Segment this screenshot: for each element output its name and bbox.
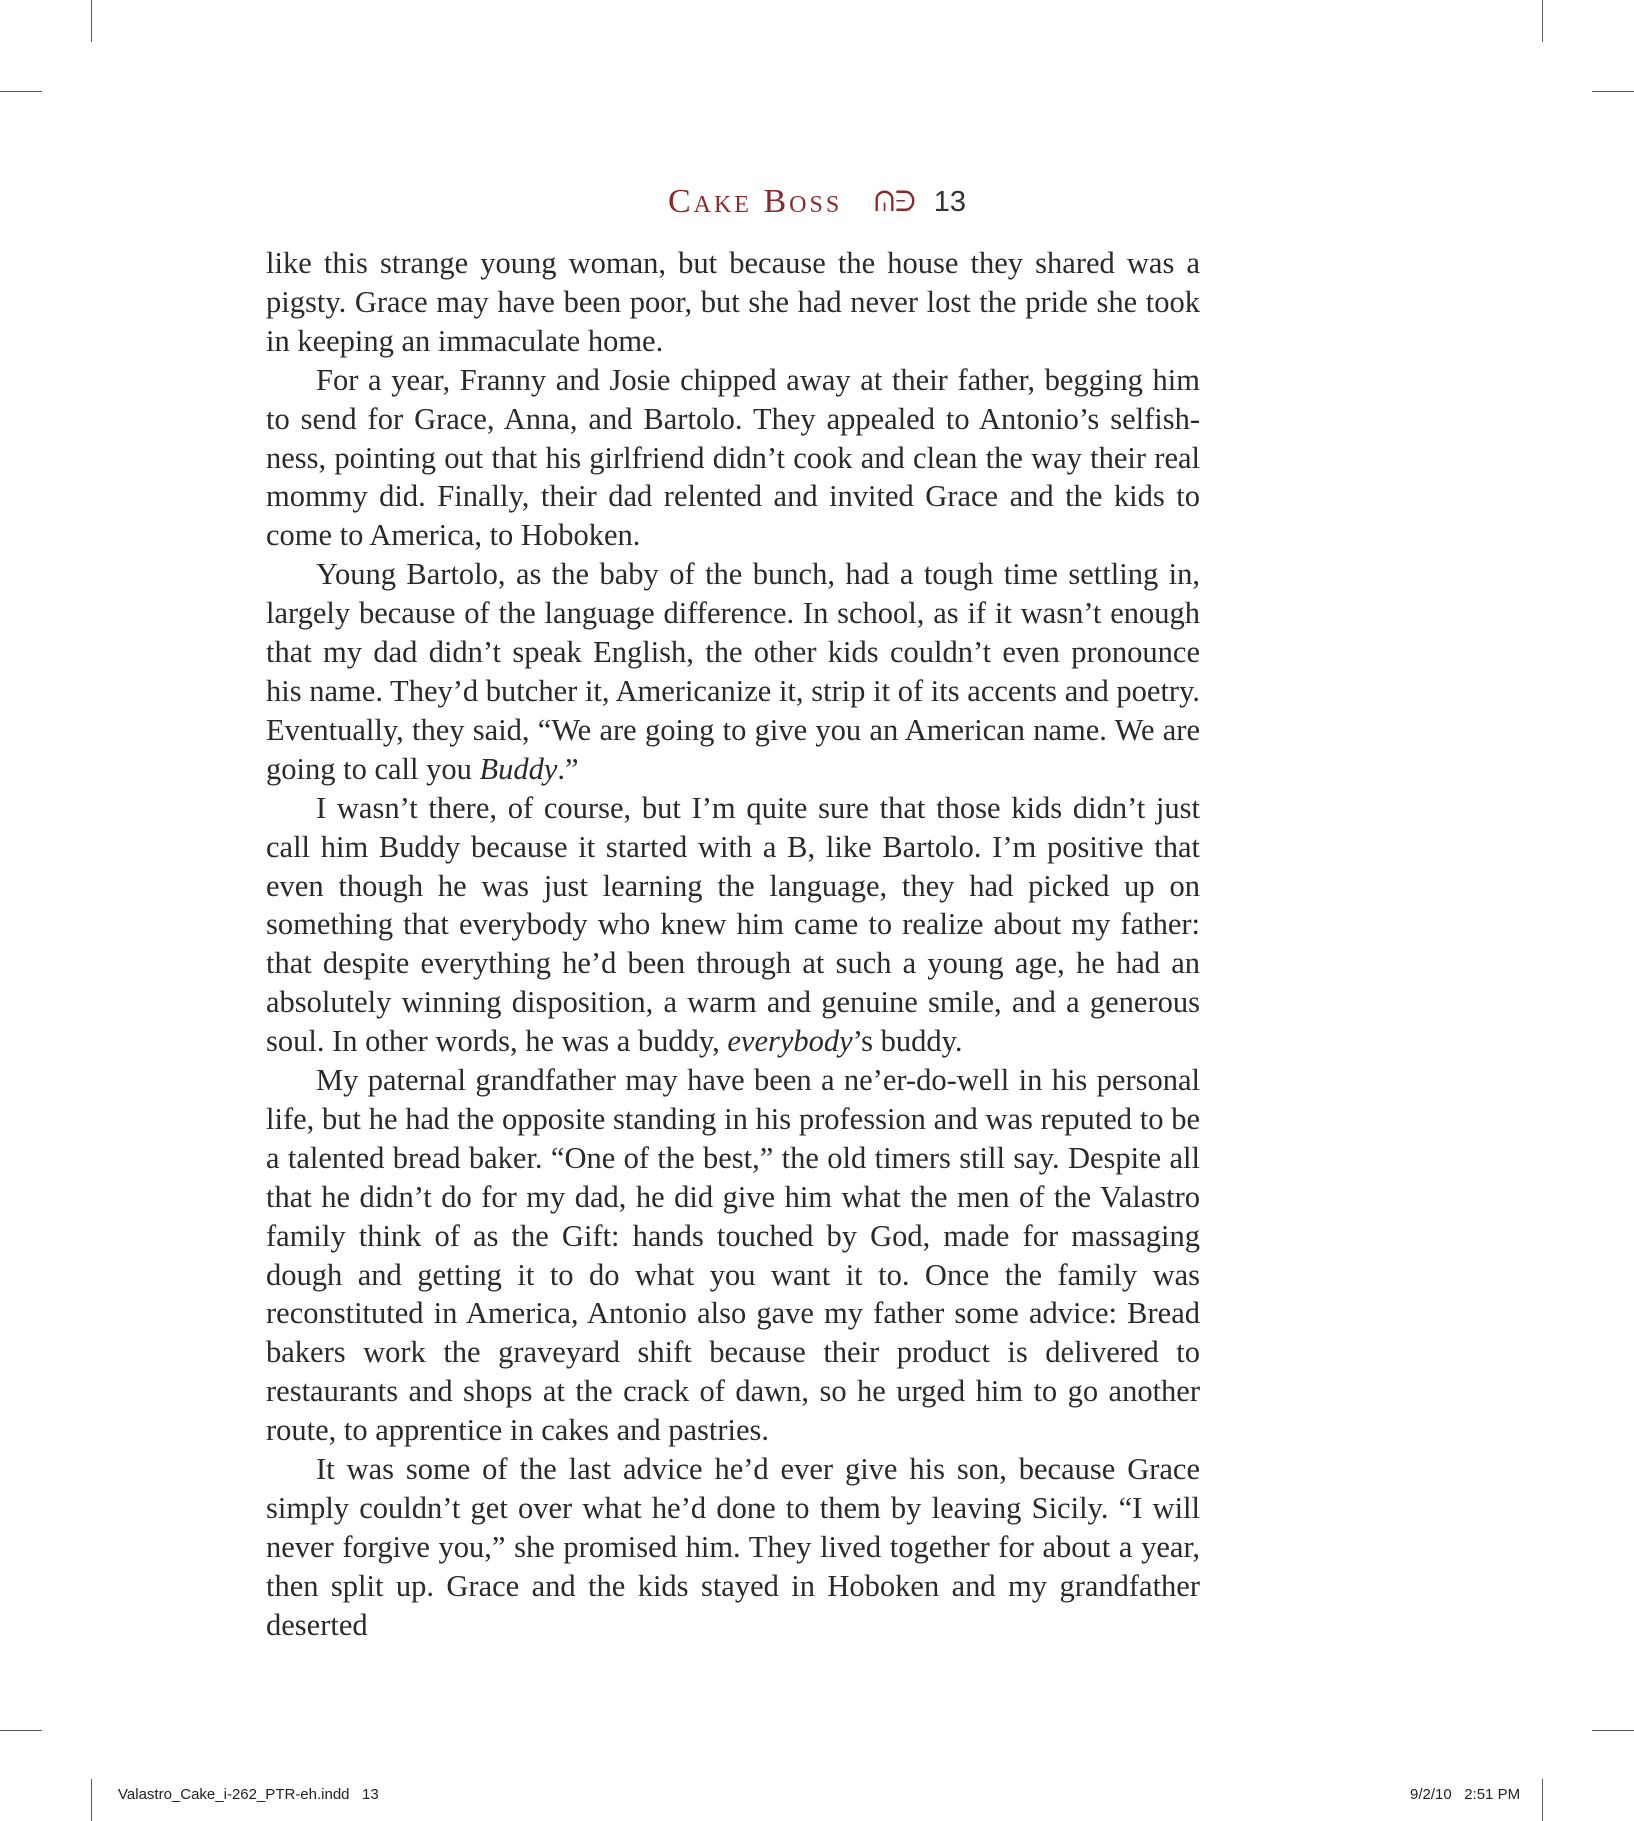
crop-mark-left-top — [0, 91, 42, 92]
slug-filename: Valastro_Cake_i-262_PTR-eh.indd 13 — [118, 1786, 379, 1803]
paragraph-2: For a year, Franny and Josie chipped away at their father, begging him to send for Grace, Anna, and Bartolo. They appealed to Antonio’s selfishness, pointing out that his girlfriend didn’t cook and clean the way their real mommy did. Finally, their dad relented and invited Grace and the kids to come to America, to Hoboken. — [266, 362, 1200, 553]
paragraph-4-tail: ’s buddy. — [852, 1024, 963, 1059]
body-text — [266, 244, 1200, 1645]
book-title: Cake Boss — [667, 183, 843, 220]
crop-mark-top-right — [1542, 0, 1543, 42]
paragraph-3-tail: .” — [557, 751, 579, 786]
crop-mark-right-top — [1592, 91, 1634, 92]
page-number: 13 — [933, 186, 967, 218]
crop-mark-right-bottom — [1592, 1730, 1634, 1731]
paragraph-6: It was some of the last advice he’d ever give his son, because Grace simply couldn’t get over what he’d done to them by leaving Sicily. “I will never forgive you,” she promised him. They lived together for about a year, then split up. Grace and the kids stayed in Hoboken and my grandfather deserted — [266, 1452, 1200, 1642]
paragraph-5: My paternal grandfather may have been a ne’er-do-well in his personal life, but he had the opposite standing in his profession and was reputed to be a talented bread baker. “One of the best,” the old timers still say. Despite all that he didn’t do for my dad, he did give him what the men of the Valastro family think of as the Gift: hands touched by God, made for massaging dough and getting it to do what you want it to. Once the family was reconstituted in America, Antonio also gave my father some advice: Bread bakers work the graveyard shift because their product is delivered to restaurants and shops at the crack of dawn, so he urged him to go another route, to apprentice in cakes and pastries. — [266, 1063, 1200, 1448]
crop-mark-bottom-right — [1542, 1779, 1543, 1821]
crop-mark-top-left — [91, 0, 92, 42]
paragraph-4-text: I wasn’t there, of course, but I’m quite sure that those kids didn’t just call him Buddy because it started with a B, like Bartolo. I’m positive that even though he was just learning the language, they had picked up on something that everybody who knew him came to realize about my father: that despite everything he’d been through at such a young age, he had an absolutely winning disposition, a warm and genuine smile, and a generous soul. In other words, he was a buddy, — [266, 790, 1200, 1059]
paragraph-1: like this strange young woman, but because the house they shared was a pigsty. Grace may have been poor, but she had never lost the pride she took in keeping an immaculate home. — [266, 246, 1200, 358]
slug-datetime: 9/2/10 2:51 PM — [1410, 1786, 1521, 1803]
paragraph-3 — [266, 555, 1200, 788]
crop-mark-bottom-left — [91, 1779, 92, 1821]
paragraph-4 — [266, 789, 1200, 1061]
ornament-icon: ᕬᕭ — [874, 187, 916, 218]
running-head — [0, 183, 1634, 221]
paragraph-3-text: Young Bartolo, as the baby of the bunch, had a tough time settling in, largely because of the language difference. In school, as if it wasn’t enough that my dad didn’t speak English, the other kids couldn’t even pronounce his name. They’d butcher it, Americanize it, strip it of its accents and poetry. Eventually, they said, “We are going to give you an American name. We are going to call you — [266, 557, 1200, 786]
crop-mark-left-bottom — [0, 1730, 42, 1731]
italic-buddy: Buddy — [479, 751, 558, 786]
italic-everybody: everybody — [727, 1024, 853, 1059]
